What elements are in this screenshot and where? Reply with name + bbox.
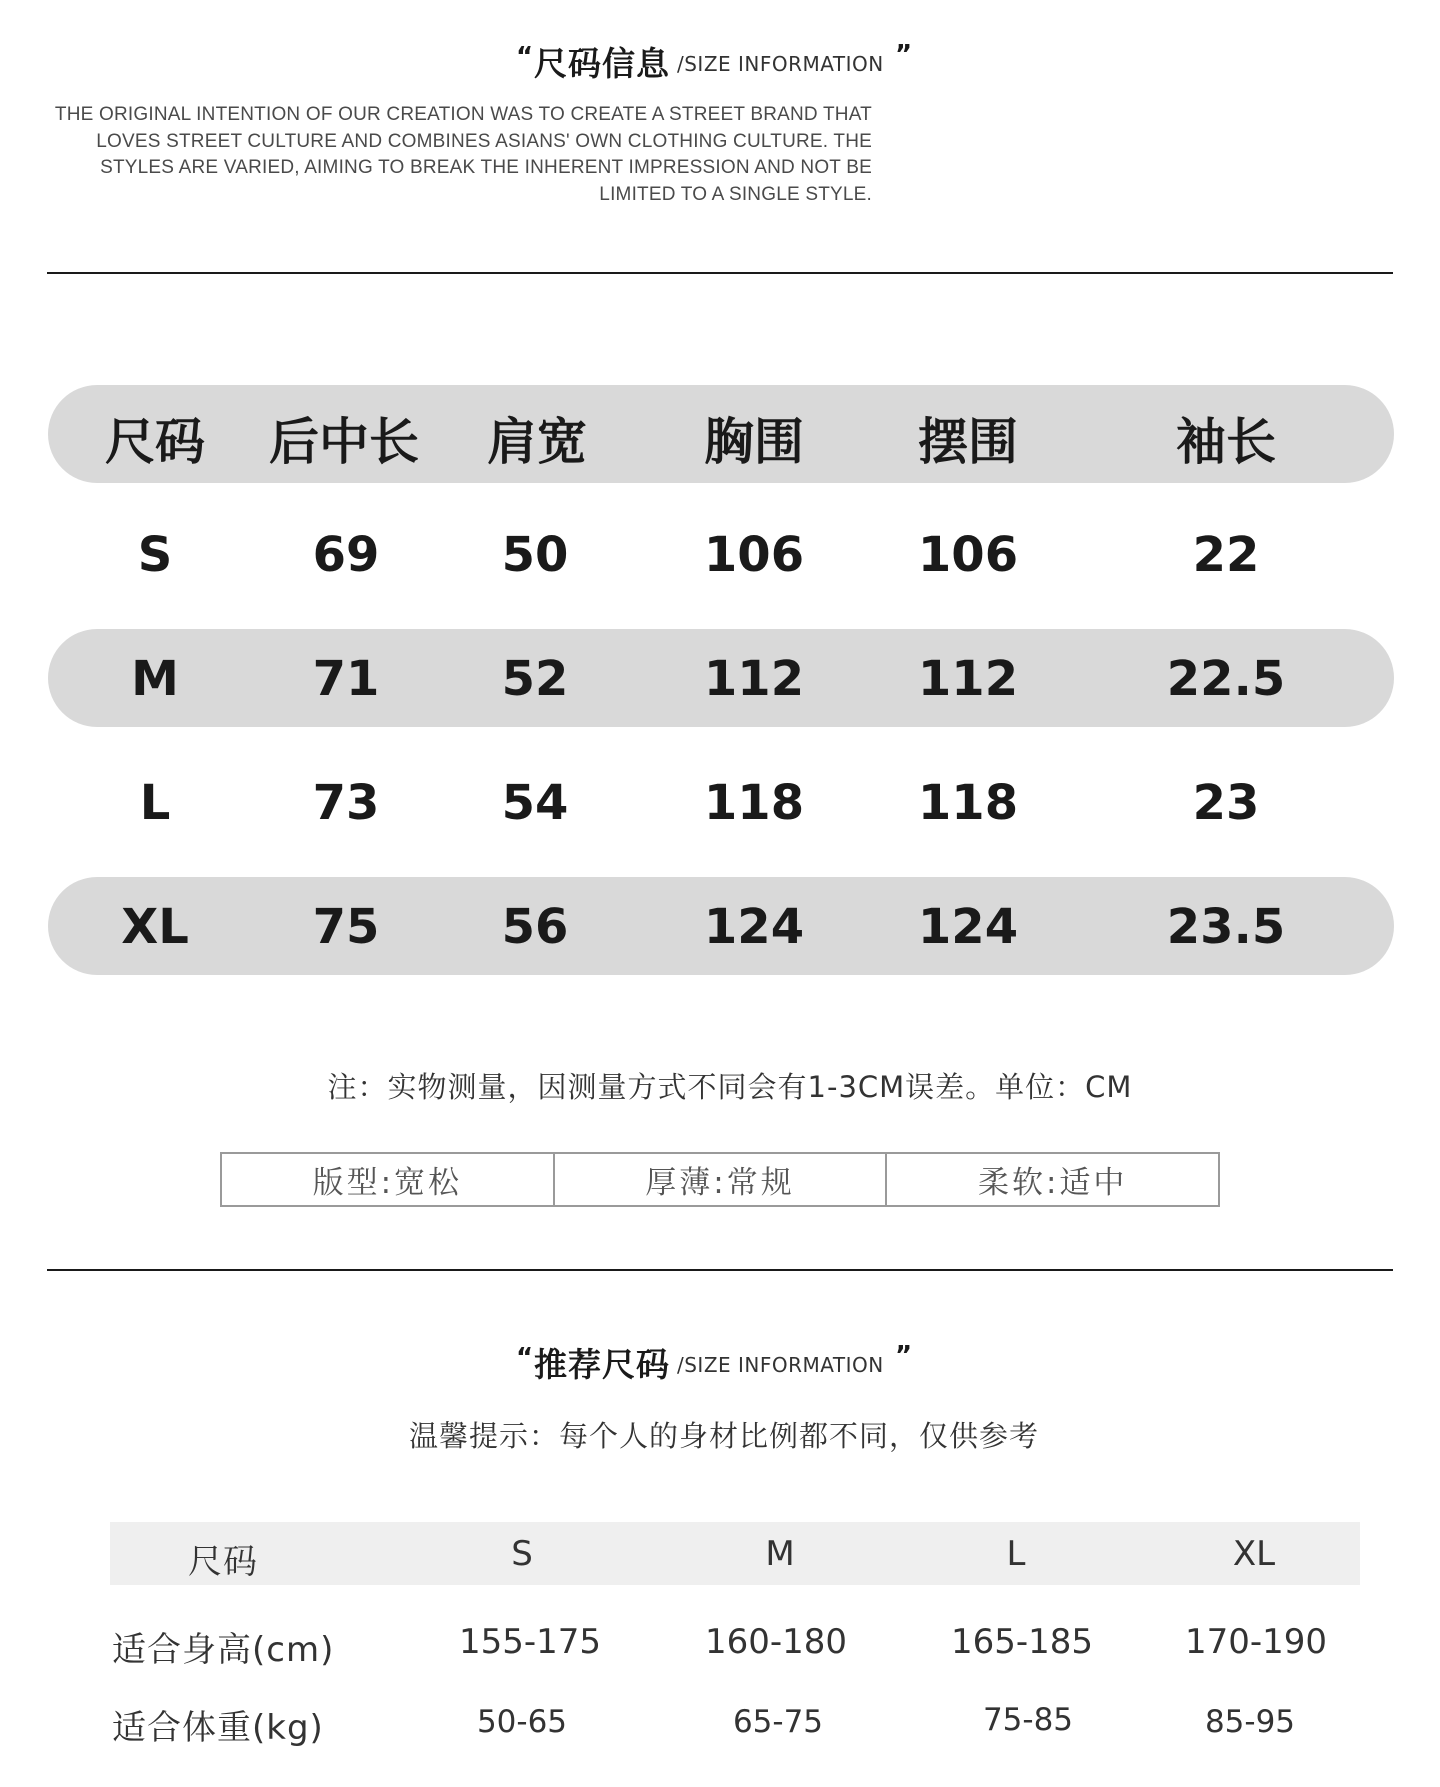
- rec-height-xl: 170-190: [1184, 1622, 1328, 1662]
- divider: [47, 272, 1393, 274]
- intro-line: LOVES STREET CULTURE AND COMBINES ASIANS' OWN CLOTHING CULTURE. THE: [96, 130, 872, 152]
- cell-sleeve: 23: [1192, 775, 1260, 831]
- rec-weight-s: 50-65: [476, 1704, 568, 1740]
- col-header-chest: 胸围: [704, 413, 804, 471]
- cell-shoulder: 56: [501, 899, 569, 955]
- intro-line: LIMITED TO A SINGLE STYLE.: [599, 183, 872, 205]
- rec-weight-xl: 85-95: [1204, 1704, 1296, 1740]
- cell-hem: 106: [917, 527, 1019, 583]
- title-quote-close: ”: [895, 40, 913, 70]
- cell-size: M: [131, 651, 179, 707]
- cell-hem: 112: [917, 651, 1019, 707]
- cell-hem: 118: [917, 775, 1019, 831]
- cell-size: L: [139, 775, 171, 831]
- col-header-sleeve: 袖长: [1176, 413, 1276, 471]
- rec-header-l: L: [1006, 1534, 1026, 1574]
- col-header-shoulder: 肩宽: [487, 413, 587, 471]
- cell-shoulder: 50: [501, 527, 569, 583]
- rec-label-weight: 适合体重(kg): [112, 1708, 324, 1748]
- title-en: /SIZE INFORMATION: [677, 1353, 884, 1377]
- rec-weight-l: 75-85: [982, 1702, 1074, 1738]
- title-quote-open: “: [516, 42, 534, 72]
- rec-weight-m: 65-75: [732, 1704, 824, 1740]
- attr-fit: 版型:宽松: [222, 1154, 555, 1205]
- cell-size: S: [137, 527, 173, 583]
- intro-line: THE ORIGINAL INTENTION OF OUR CREATION WAS TO CREATE A STREET BRAND THAT: [54, 104, 872, 125]
- cell-shoulder: 54: [501, 775, 569, 831]
- cell-back-length: 73: [312, 775, 380, 831]
- rec-height-l: 165-185: [950, 1622, 1094, 1662]
- cell-chest: 106: [703, 527, 805, 583]
- title-cn: 推荐尺码: [534, 1345, 670, 1384]
- recommend-title: [0, 1337, 1440, 1387]
- cell-back-length: 75: [312, 899, 380, 955]
- brand-intro: [32, 102, 872, 208]
- size-info-title: [0, 36, 1440, 86]
- title-cn: 尺码信息: [534, 44, 670, 83]
- rec-height-s: 155-175: [458, 1622, 602, 1662]
- cell-sleeve: 22: [1192, 527, 1260, 583]
- attr-softness: 柔软:适中: [977, 1165, 1128, 1201]
- cell-hem: 124: [917, 899, 1019, 955]
- rec-height-m: 160-180: [704, 1622, 848, 1662]
- cell-back-length: 71: [312, 651, 380, 707]
- rec-header-xl: XL: [1232, 1534, 1276, 1574]
- rec-label-height: 适合身高(cm): [112, 1630, 335, 1670]
- intro-line: STYLES ARE VARIED, AIMING TO BREAK THE INHERENT IMPRESSION AND NOT BE: [100, 157, 872, 178]
- rec-header-s: S: [511, 1534, 533, 1574]
- col-header-hem: 摆围: [918, 413, 1018, 471]
- col-header-back-length: 后中长: [269, 413, 419, 471]
- cell-sleeve: 22.5: [1166, 651, 1286, 707]
- col-header-size: 尺码: [105, 413, 205, 471]
- rec-header-size: 尺码: [188, 1542, 258, 1582]
- cell-shoulder: 52: [501, 651, 569, 707]
- attr-thickness: 厚薄:常规: [555, 1154, 888, 1205]
- attributes-box: [220, 1152, 1220, 1207]
- divider: [47, 1269, 1393, 1271]
- measurement-note: 注：实物测量，因测量方式不同会有1-3CM误差。单位：CM: [327, 1070, 1133, 1104]
- rec-header-m: M: [765, 1534, 795, 1574]
- title-quote-open: “: [516, 1343, 534, 1373]
- title-quote-close: ”: [895, 1341, 913, 1371]
- cell-chest: 112: [703, 651, 805, 707]
- cell-chest: 124: [703, 899, 805, 955]
- cell-size: XL: [121, 899, 189, 955]
- cell-chest: 118: [703, 775, 805, 831]
- cell-sleeve: 23.5: [1166, 899, 1286, 955]
- recommend-tip: 温馨提示：每个人的身材比例都不同，仅供参考: [408, 1419, 1039, 1453]
- title-en: /SIZE INFORMATION: [677, 52, 884, 76]
- cell-back-length: 69: [312, 527, 380, 583]
